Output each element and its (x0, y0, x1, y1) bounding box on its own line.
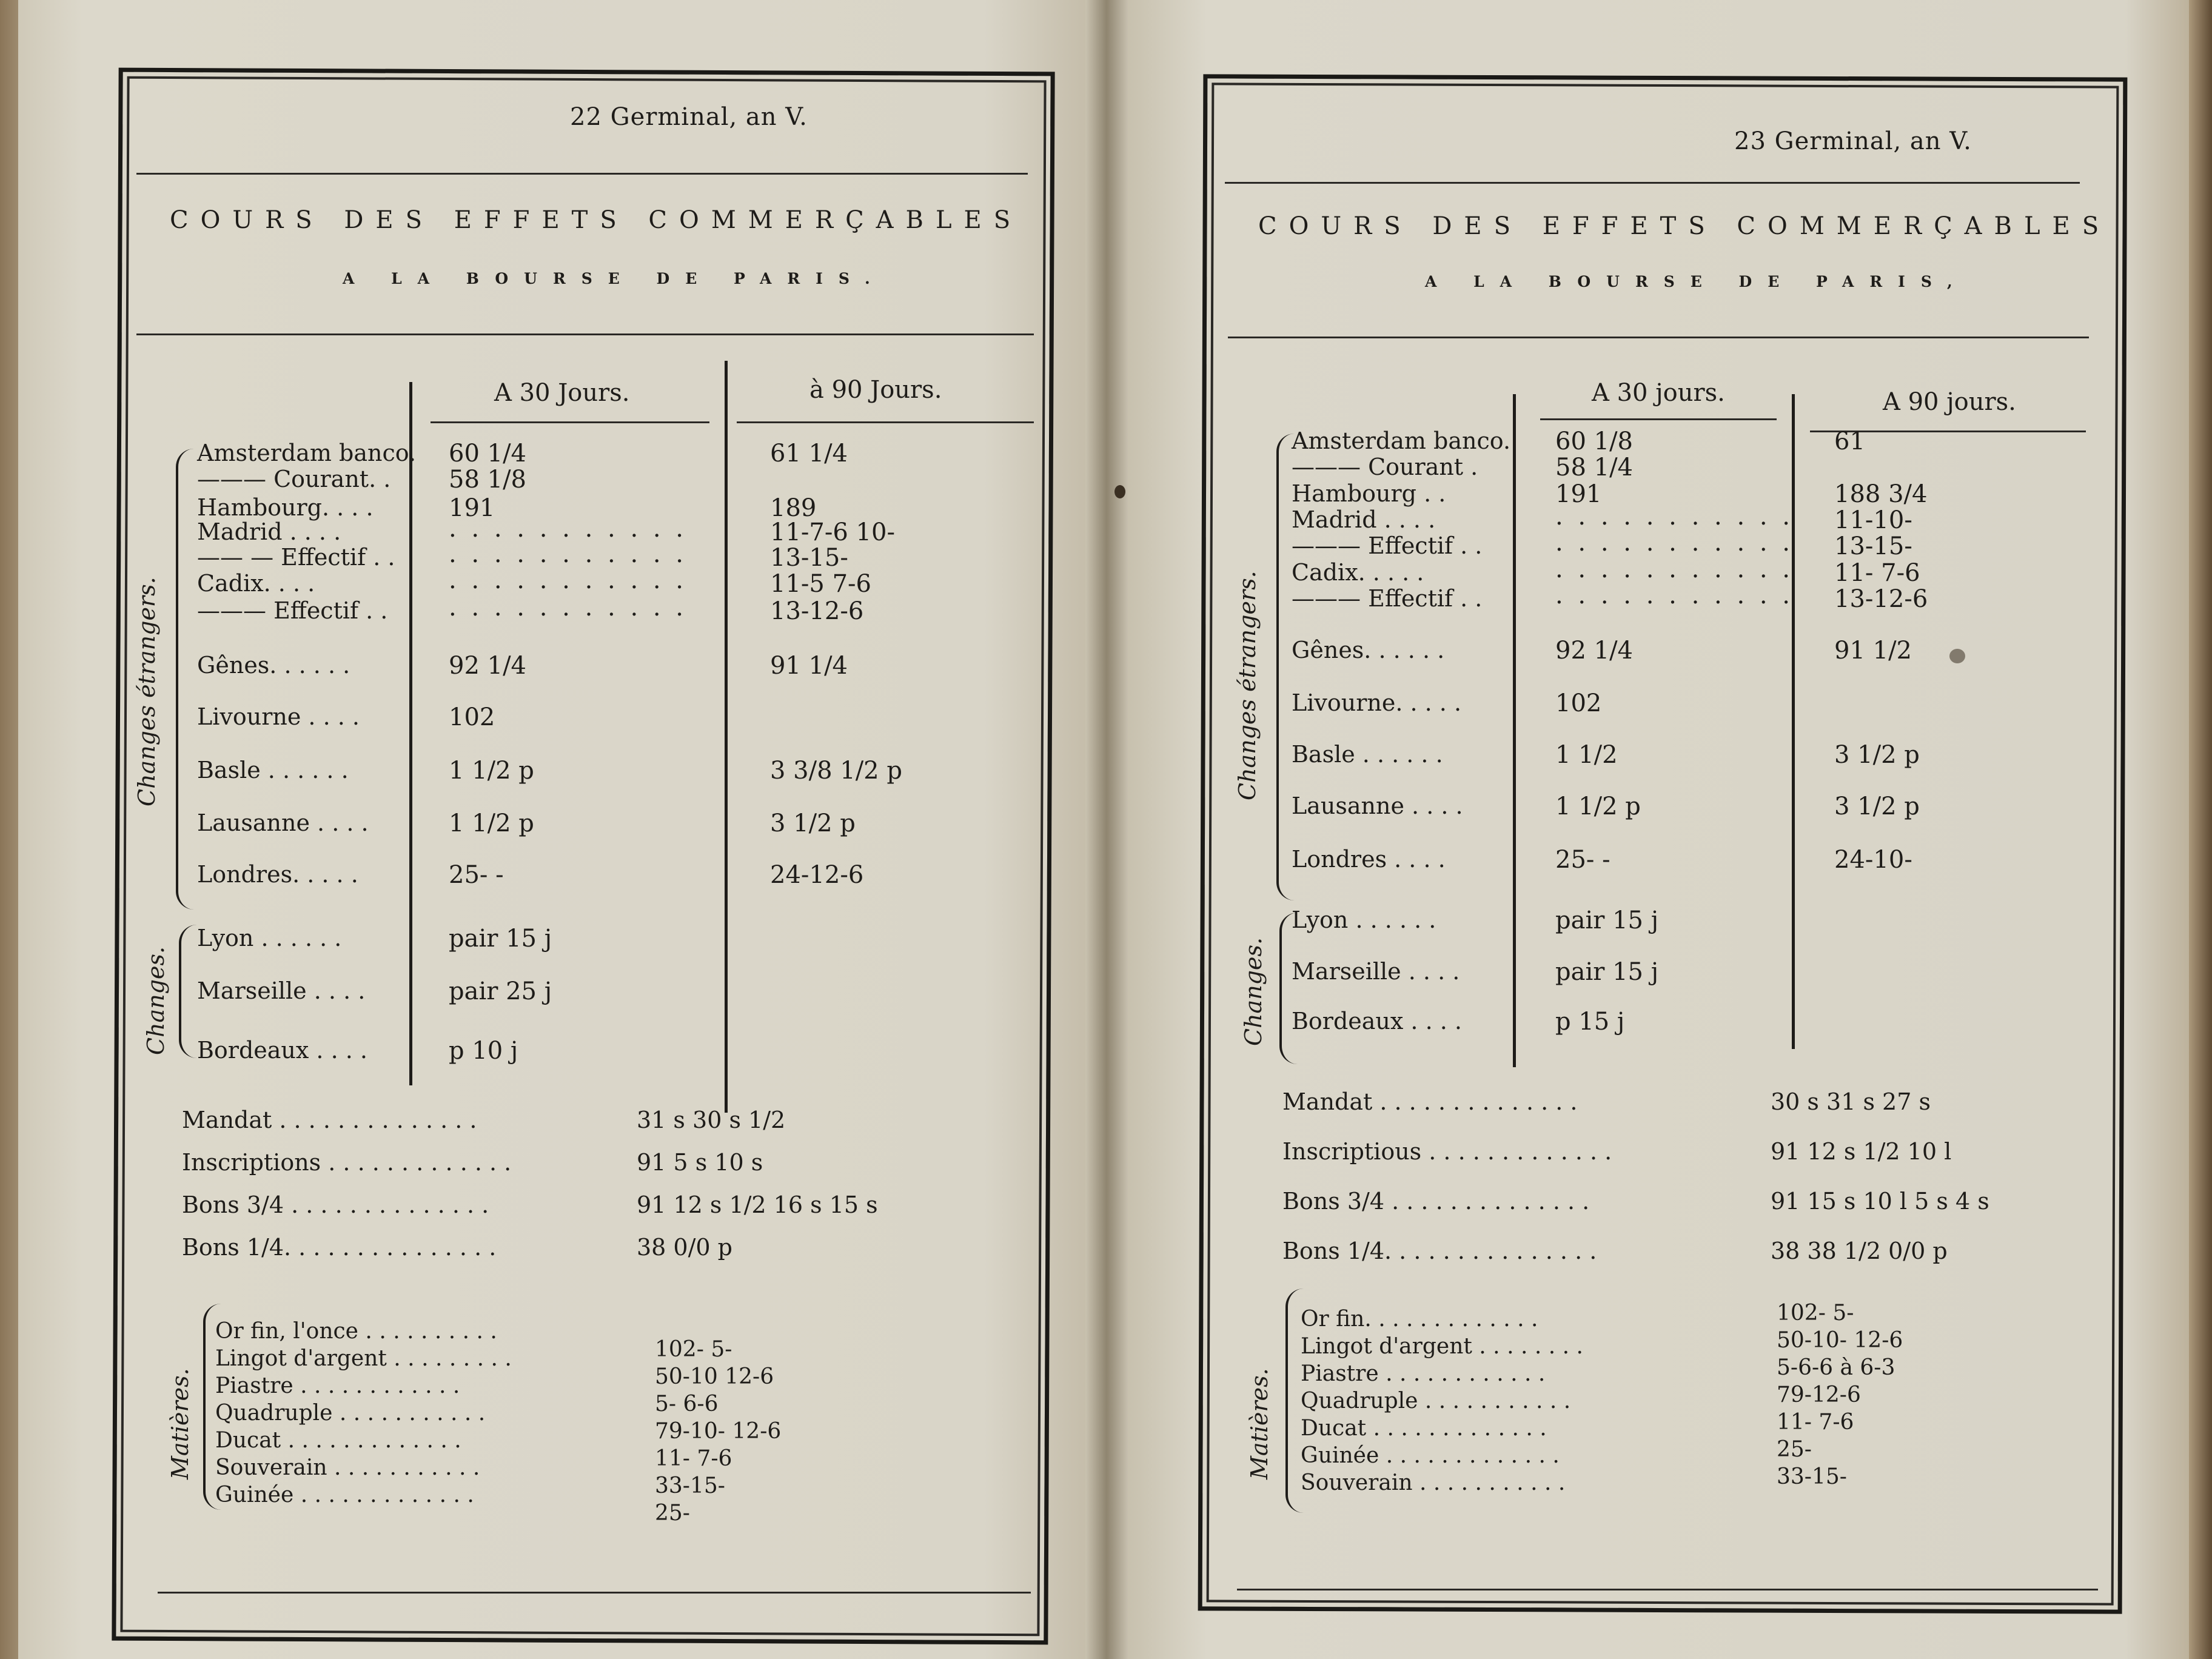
row-label: Lyon . . . . . . (1292, 907, 1436, 933)
row-label: ——— Courant. . (197, 466, 391, 492)
row-value-30-days: p 15 j (1555, 1008, 1625, 1036)
row-value-30-days: 25- - (1555, 846, 1610, 874)
row-value-90-days: 3 3/8 1/2 p (770, 757, 902, 785)
row-value-30-days: 58 1/4 (1555, 454, 1633, 481)
row-value-30-days: 25- - (449, 861, 504, 889)
row-value-30-days: p 10 j (449, 1037, 518, 1065)
matieres-label: Quadruple . . . . . . . . . . . (1301, 1389, 1571, 1413)
row-label: ——— Effectif . . (197, 597, 388, 624)
matieres-value: 102- 5- (655, 1337, 732, 1362)
row-value-90-days: 3 1/2 p (1834, 793, 1920, 820)
lower-label: Bons 3/4 . . . . . . . . . . . . . . (182, 1191, 489, 1218)
row-value-30-days: 92 1/4 (1555, 637, 1633, 665)
row-label: ——— Effectif . . (1292, 585, 1483, 612)
row-value-30-days: 191 (1555, 480, 1602, 508)
right-group-matieres: Matières. (1246, 1368, 1273, 1480)
row-label: Gênes. . . . . . (197, 652, 350, 679)
lower-label: Bons 3/4 . . . . . . . . . . . . . . (1282, 1188, 1590, 1215)
matieres-label: Piastre . . . . . . . . . . . . (1301, 1361, 1546, 1386)
left-brace-changes (179, 925, 197, 1058)
right-rule-top (1225, 182, 2080, 184)
matieres-value: 33-15- (1777, 1464, 1847, 1489)
row-value-30-days: 58 1/8 (449, 466, 526, 494)
row-value-90-days: 61 (1834, 427, 1865, 455)
row-value-30-days: 1 1/2 p (449, 757, 534, 785)
left-col-30-rule (431, 421, 709, 423)
page-ink-spot (1114, 485, 1125, 498)
matieres-value: 50-10 12-6 (655, 1364, 774, 1389)
matieres-value: 11- 7-6 (655, 1446, 732, 1471)
row-value-90-days: 13-15- (770, 544, 848, 572)
matieres-label: Ducat . . . . . . . . . . . . . (215, 1428, 461, 1453)
row-value-30-days: pair 15 j (1555, 958, 1659, 986)
row-value-90-days: 13-12-6 (1834, 585, 1928, 613)
matieres-value: 50-10- 12-6 (1777, 1328, 1903, 1353)
right-running-head: 23 Germinal, an V. (1734, 127, 1972, 155)
row-label: Madrid . . . . (1292, 506, 1436, 533)
left-subtitle: A LA BOURSE DE PARIS. (343, 270, 886, 287)
left-col-90-header: à 90 Jours. (809, 376, 942, 404)
row-label: Marseille . . . . (197, 977, 366, 1004)
matieres-label: Lingot d'argent . . . . . . . . (1301, 1334, 1583, 1359)
row-label: —— — Effectif . . (197, 544, 395, 571)
left-col-divider-1 (409, 382, 412, 1085)
row-label: Amsterdam banco. (197, 440, 417, 466)
lower-value: 38 38 1/2 0/0 p (1771, 1238, 1948, 1264)
row-label: ——— Courant . (1292, 454, 1478, 480)
left-col-divider-2 (725, 361, 728, 1113)
left-group-changes: Changes. (142, 946, 169, 1055)
row-label: Marseille . . . . (1292, 958, 1460, 985)
row-value-90-days: 188 3/4 (1834, 480, 1928, 508)
matieres-label: Souverain . . . . . . . . . . . (215, 1455, 480, 1480)
matieres-value: 79-12-6 (1777, 1382, 1861, 1407)
row-value-30-days: 102 (449, 703, 495, 731)
matieres-value: 33-15- (655, 1473, 725, 1498)
left-running-head: 22 Germinal, an V. (570, 103, 808, 131)
right-col-divider-2 (1792, 394, 1795, 1049)
matieres-label: Guinée . . . . . . . . . . . . . (1301, 1443, 1560, 1468)
row-label: Lausanne . . . . (197, 809, 369, 836)
matieres-value: 102- 5- (1777, 1301, 1854, 1326)
matieres-label: Souverain . . . . . . . . . . . (1301, 1470, 1566, 1495)
matieres-value: 25- (1777, 1437, 1812, 1462)
right-col-divider-1 (1513, 394, 1516, 1067)
right-title: COURS DES EFFETS COMMERÇABLES (1258, 212, 2111, 240)
dotted-leader: . . . . . . . . . . . (1555, 581, 1794, 609)
lower-label: Bons 1/4. . . . . . . . . . . . . . . (182, 1234, 497, 1261)
row-value-90-days: 189 (770, 494, 817, 522)
row-value-30-days: 92 1/4 (449, 652, 526, 680)
row-label: Bordeaux . . . . (197, 1037, 367, 1064)
matieres-label: Guinée . . . . . . . . . . . . . (215, 1483, 474, 1507)
row-label: Cadix. . . . (197, 570, 315, 597)
row-value-90-days: 24-12-6 (770, 861, 864, 889)
lower-value: 30 s 31 s 27 s (1771, 1088, 1931, 1115)
left-group-matieres: Matières. (167, 1368, 193, 1480)
row-value-90-days: 11- 7-6 (1834, 559, 1920, 587)
dotted-leader: . . . . . . . . . . . (449, 540, 688, 568)
row-value-90-days: 11-7-6 10- (770, 518, 895, 546)
book-gutter (1085, 0, 1128, 1659)
row-label: Hambourg. . . . (197, 494, 374, 521)
row-value-30-days: pair 25 j (449, 977, 552, 1005)
right-group-changes-etrangers: Changes étrangers. (1234, 571, 1261, 800)
row-label: Cadix. . . . . (1292, 559, 1424, 586)
row-label: Amsterdam banco. (1292, 427, 1511, 454)
lower-value: 91 5 s 10 s (637, 1149, 763, 1176)
row-label: Livourne . . . . (197, 703, 360, 730)
row-value-90-days: 3 1/2 p (1834, 741, 1920, 769)
row-label: Lyon . . . . . . (197, 925, 342, 951)
dotted-leader: . . . . . . . . . . . (1555, 503, 1794, 531)
matieres-value: 5-6-6 à 6-3 (1777, 1355, 1895, 1380)
lower-label: Inscriptions . . . . . . . . . . . . . (182, 1149, 512, 1176)
row-value-90-days: 11-5 7-6 (770, 570, 871, 598)
right-rule-header (1228, 337, 2089, 338)
left-col-30-header: A 30 Jours. (494, 379, 630, 407)
left-brace-changes-etrangers (176, 449, 194, 910)
left-col-90-rule (737, 421, 1034, 423)
row-value-30-days: 60 1/8 (1555, 427, 1633, 455)
row-label: Lausanne . . . . (1292, 793, 1463, 819)
left-title: COURS DES EFFETS COMMERÇABLES (170, 206, 1023, 234)
dotted-leader: . . . . . . . . . . . (1555, 555, 1794, 583)
lower-value: 91 15 s 10 l 5 s 4 s (1771, 1188, 1989, 1215)
row-label: Livourne. . . . . (1292, 689, 1462, 716)
row-value-90-days: 61 1/4 (770, 440, 848, 468)
right-subtitle: A LA BOURSE DE PARIS, (1425, 273, 1968, 290)
row-value-30-days: 191 (449, 494, 495, 522)
row-label: Bordeaux . . . . (1292, 1008, 1462, 1034)
row-value-30-days: 1 1/2 (1555, 741, 1618, 769)
matieres-label: Or fin. . . . . . . . . . . . . (1301, 1307, 1538, 1332)
lower-value: 31 s 30 s 1/2 (637, 1107, 786, 1133)
row-value-90-days: 3 1/2 p (770, 809, 856, 837)
matieres-label: Piastre . . . . . . . . . . . . (215, 1373, 460, 1398)
row-value-30-days: 60 1/4 (449, 440, 526, 468)
left-rule-top (136, 173, 1028, 175)
row-label: Londres. . . . . (197, 861, 358, 888)
lower-label: Inscriptious . . . . . . . . . . . . . (1282, 1138, 1612, 1165)
row-value-90-days: 91 1/2 (1834, 637, 1912, 665)
lower-value: 38 0/0 p (637, 1234, 732, 1261)
lower-value: 91 12 s 1/2 16 s 15 s (637, 1191, 878, 1218)
row-label: Basle . . . . . . (1292, 741, 1443, 768)
dotted-leader: . . . . . . . . . . . (1555, 529, 1794, 557)
dotted-leader: . . . . . . . . . . . (449, 566, 688, 594)
row-value-90-days: 13-15- (1834, 532, 1912, 560)
row-value-30-days: 1 1/2 p (449, 809, 534, 837)
row-label: Londres . . . . (1292, 846, 1446, 873)
lower-value: 91 12 s 1/2 10 l (1771, 1138, 1952, 1165)
right-brace-changes (1279, 913, 1298, 1064)
row-value-30-days: pair 15 j (449, 925, 552, 953)
right-col-30-rule (1540, 418, 1777, 420)
matieres-label: Or fin, l'once . . . . . . . . . . (215, 1319, 497, 1344)
row-value-30-days: 102 (1555, 689, 1602, 717)
row-value-90-days: 91 1/4 (770, 652, 848, 680)
matieres-label: Lingot d'argent . . . . . . . . . (215, 1346, 512, 1371)
lower-label: Bons 1/4. . . . . . . . . . . . . . . (1282, 1238, 1597, 1264)
matieres-label: Ducat . . . . . . . . . . . . . (1301, 1416, 1547, 1441)
right-page-stain (1949, 649, 1965, 663)
matieres-label: Quadruple . . . . . . . . . . . (215, 1401, 486, 1426)
right-col-30-header: A 30 jours. (1592, 379, 1725, 407)
right-rule-bottom (1237, 1589, 2098, 1590)
dotted-leader: . . . . . . . . . . . (449, 515, 688, 543)
left-rule-bottom (158, 1592, 1031, 1594)
row-label: Basle . . . . . . (197, 757, 349, 783)
row-label: ——— Effectif . . (1292, 532, 1483, 559)
matieres-value: 79-10- 12-6 (655, 1419, 782, 1444)
row-value-90-days: 11-10- (1834, 506, 1912, 534)
row-value-30-days: 1 1/2 p (1555, 793, 1641, 820)
row-label: Hambourg . . (1292, 480, 1446, 507)
left-group-changes-etrangers: Changes étrangers. (133, 577, 160, 806)
row-label: Madrid . . . . (197, 518, 341, 545)
right-col-90-header: A 90 jours. (1883, 388, 2016, 416)
matieres-value: 11- 7-6 (1777, 1410, 1854, 1435)
right-group-changes: Changes. (1240, 937, 1267, 1046)
lower-label: Mandat . . . . . . . . . . . . . . (182, 1107, 477, 1133)
row-value-90-days: 24-10- (1834, 846, 1912, 874)
row-label: Gênes. . . . . . (1292, 637, 1445, 663)
matieres-value: 5- 6-6 (655, 1392, 719, 1416)
left-rule-header (136, 333, 1034, 335)
row-value-30-days: pair 15 j (1555, 907, 1659, 934)
row-value-90-days: 13-12-6 (770, 597, 864, 625)
matieres-value: 25- (655, 1501, 690, 1526)
dotted-leader: . . . . . . . . . . . (449, 594, 688, 622)
lower-label: Mandat . . . . . . . . . . . . . . (1282, 1088, 1578, 1115)
